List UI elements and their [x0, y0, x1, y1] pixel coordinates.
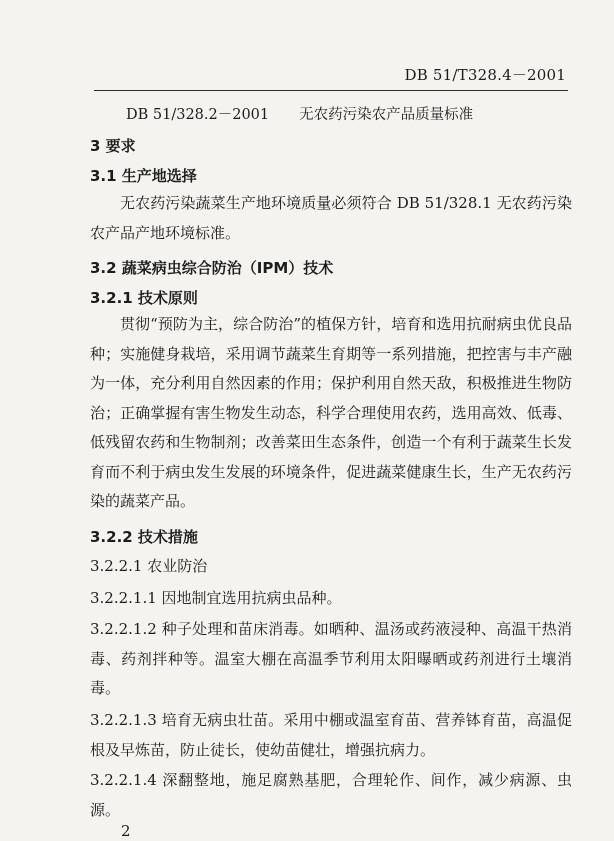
section-heading-3-2-2: 3.2.2 技术措施 [90, 528, 198, 546]
section-heading-3: 3 要求 [90, 137, 136, 155]
section-heading-3-2-1: 3.2.1 技术原则 [90, 289, 198, 307]
page-number: 2 [121, 822, 131, 840]
item-3-2-2-1-2: 3.2.2.1.2 种子处理和苗床消毒。如晒种、温汤或药液浸种、高温干热消毒、药剂拌种等。温室大棚在高温季节利用太阳曝晒或药剂进行土壤消毒。 [90, 620, 572, 697]
reference-title: 无农药污染农产品质量标准 [299, 107, 474, 123]
header-divider [94, 90, 568, 91]
paragraph-3-2-1: 贯彻“预防为主，综合防治”的植保方针，培育和选用抗耐病虫优良品种；实施健身栽培，采用调节蔬菜生育期等一系列措施，把控害与丰产融为一体，充分利用自然因素的作用；保护利用自然天敌，积极推进生物防治；正确掌握有害生物发生动态，科学合理使用农药，选用高效、低毒、低残留农药和生物制剂；改善菜田生态条件，创造一个有利于蔬菜生长发育而不利于病虫发生发展的环境条件，促进蔬菜健康生长，生产无农药污染的蔬菜产品。 [90, 315, 572, 510]
section-heading-3-2: 3.2 蔬菜病虫综合防治（IPM）技术 [90, 259, 334, 277]
section-heading-3-1: 3.1 生产地选择 [90, 167, 197, 185]
reference-code: DB 51/328.2－2001 [126, 107, 270, 123]
subsection-3-2-2-1: 3.2.2.1 农业防治 [90, 557, 208, 575]
standard-code-header: DB 51/T328.4－2001 [404, 66, 566, 84]
item-3-2-2-1-1: 3.2.2.1.1 因地制宜选用抗病虫品种。 [90, 589, 342, 607]
paragraph-3-1: 无农药污染蔬菜生产地环境质量必须符合 DB 51/328.1 无农药污染农产品产地环境标准。 [90, 194, 572, 242]
reference-standard [126, 103, 503, 124]
item-3-2-2-1-3: 3.2.2.1.3 培育无病虫壮苗。采用中棚或温室育苗、营养钵育苗，高温促根及早炼苗，防止徒长，使幼苗健壮，增强抗病力。 [90, 711, 572, 759]
item-3-2-2-1-4: 3.2.2.1.4 深翻整地，施足腐熟基肥，合理轮作、间作，减少病源、虫源。 [90, 771, 572, 819]
